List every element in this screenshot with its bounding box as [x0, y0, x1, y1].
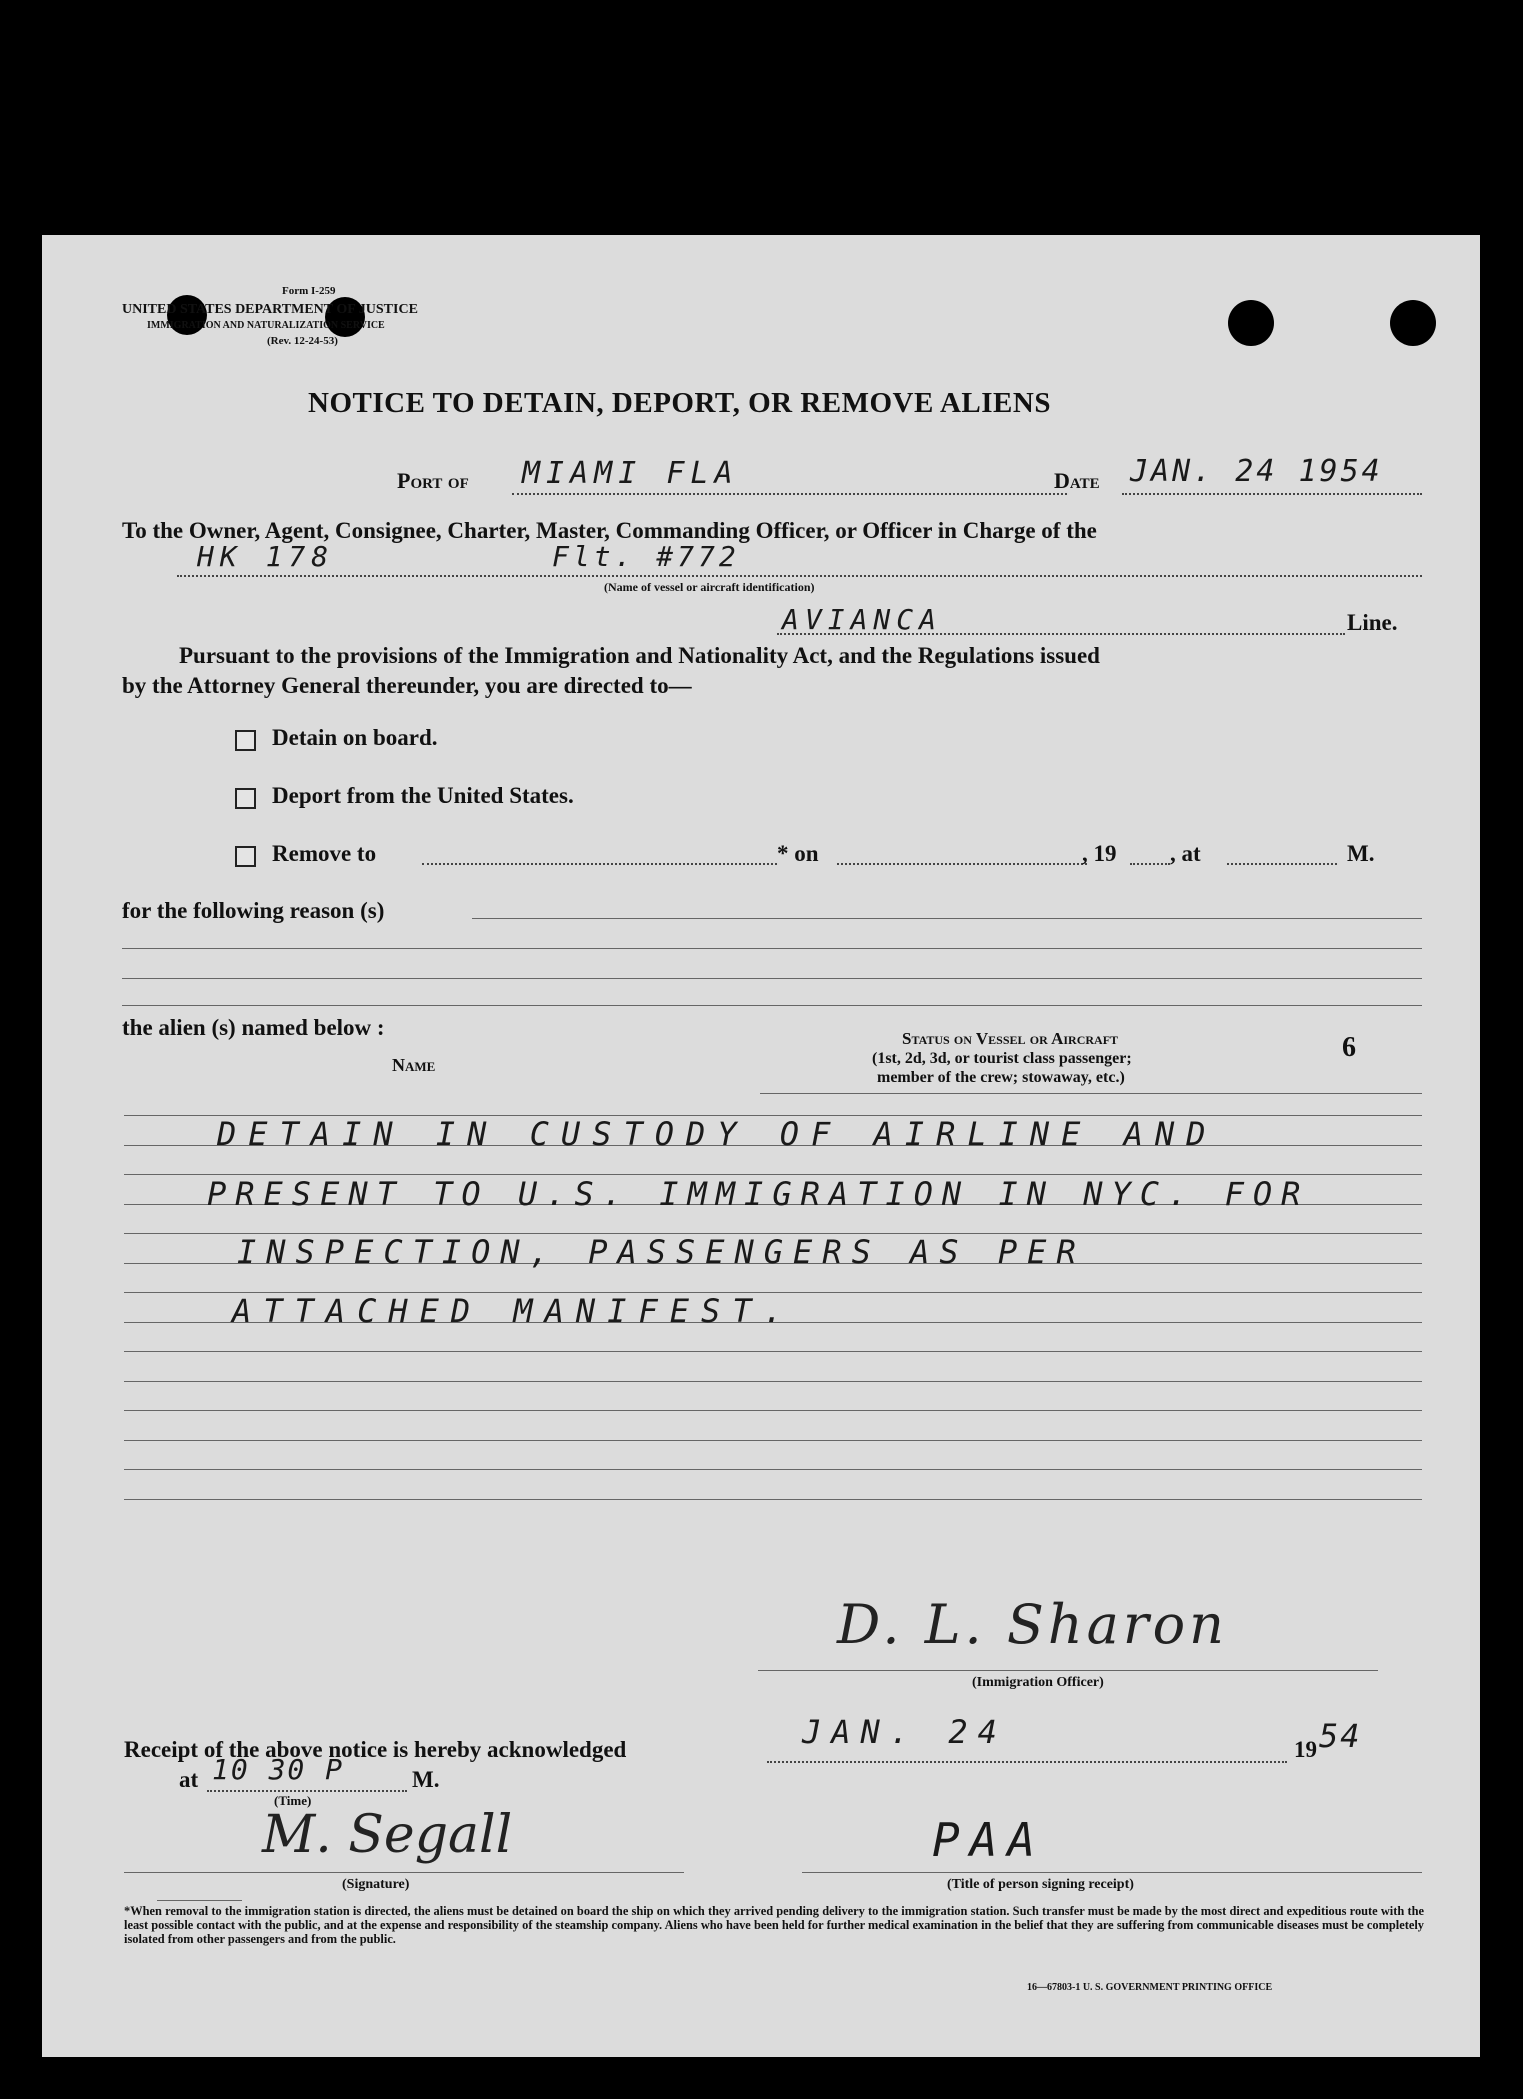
status-row-line: [760, 1410, 1422, 1411]
port-line: [512, 493, 1067, 495]
detain-checkbox[interactable]: [235, 730, 256, 751]
remove-time-line: [1227, 863, 1337, 865]
flight-value: Flt. #772: [552, 540, 740, 573]
port-label: Port of: [397, 468, 469, 493]
line-label: Line.: [1347, 610, 1398, 635]
handwritten-line-3: INSPECTION, PASSENGERS AS PER: [237, 1233, 1086, 1271]
status-row-line: [760, 1469, 1422, 1470]
name-row-line: [124, 1440, 764, 1441]
service-name: IMMIGRATION AND NATURALIZATION SERVICE: [147, 320, 385, 331]
name-row-line: [124, 1499, 764, 1500]
status-subtitle-2: member of the crew; stowaway, etc.): [877, 1069, 1125, 1086]
reasons-line-2: [122, 948, 1422, 949]
handwritten-line-1: DETAIN IN CUSTODY OF AIRLINE AND: [217, 1115, 1218, 1153]
remove-destination-line: [422, 863, 777, 865]
receipt-year-prefix: 19: [1294, 1737, 1317, 1762]
vessel-caption: (Name of vessel or aircraft identification): [604, 580, 815, 594]
line-line: [777, 633, 1345, 635]
receipt-date-value: JAN. 24: [802, 1713, 1007, 1751]
status-header-line: [760, 1093, 1422, 1094]
department-name: UNITED STATES DEPARTMENT OF JUSTICE: [122, 302, 418, 317]
date-line: [1122, 493, 1422, 495]
reasons-line-1: [472, 918, 1422, 919]
officer-signature-line: [758, 1670, 1378, 1671]
remove-on-label: * on: [777, 841, 819, 866]
receipt-year-value: 54: [1319, 1717, 1362, 1755]
receipt-at-label: at: [179, 1767, 199, 1792]
receipt-title-line: [802, 1872, 1422, 1873]
receipt-signature: M. Segall: [262, 1805, 513, 1865]
aliens-label: the alien (s) named below :: [122, 1015, 385, 1040]
remove-m-label: M.: [1347, 841, 1375, 866]
printer-imprint: 16—67803-1 U. S. GOVERNMENT PRINTING OFFICE: [1027, 1982, 1273, 1993]
reasons-line-3: [122, 978, 1422, 979]
remove-date-line: [837, 863, 1087, 865]
form-number: Form I-259: [282, 285, 336, 297]
receipt-time-value: 10 30 P: [212, 1753, 345, 1786]
receipt-date-line: [767, 1761, 1287, 1763]
date-label: Date: [1054, 468, 1100, 493]
receipt-m-label: M.: [412, 1767, 440, 1792]
remove-at-label: , at: [1170, 841, 1201, 866]
name-row-line: [124, 1351, 764, 1352]
vessel-line: [177, 575, 1422, 577]
remove-year-line: [1130, 863, 1170, 865]
line-value: AVIANCA: [782, 603, 943, 636]
name-row-line: [124, 1469, 764, 1470]
pursuant-line-1: Pursuant to the provisions of the Immigration and Nationality Act, and the Regulations issued: [179, 643, 1100, 668]
receipt-time-caption: (Time): [274, 1793, 312, 1808]
handwritten-line-2: PRESENT TO U.S. IMMIGRATION IN NYC. FOR: [207, 1175, 1310, 1213]
officer-caption: (Immigration Officer): [972, 1675, 1104, 1690]
deport-checkbox[interactable]: [235, 788, 256, 809]
name-row-line: [124, 1410, 764, 1411]
pursuant-line-2: by the Attorney General thereunder, you are directed to—: [122, 673, 692, 698]
punch-hole-left: [1228, 300, 1274, 346]
status-row-line: [760, 1499, 1422, 1500]
reasons-line-4: [122, 1005, 1422, 1006]
officer-signature: D. L. Sharon: [837, 1593, 1228, 1656]
name-column-header: Name: [392, 1055, 436, 1075]
status-subtitle-1: (1st, 2d, 3d, or tourist class passenger;: [872, 1050, 1132, 1067]
receipt-text: Receipt of the above notice is hereby acknowledged: [124, 1737, 627, 1762]
handwritten-line-4: ATTACHED MANIFEST.: [232, 1292, 795, 1330]
form-title: NOTICE TO DETAIN, DEPORT, OR REMOVE ALIENS: [308, 387, 1051, 419]
footnote-rule: [157, 1900, 242, 1901]
status-row-line: [760, 1322, 1422, 1323]
addressee-text: To the Owner, Agent, Consignee, Charter, Master, Commanding Officer, or Officer in Charge of the: [122, 518, 1097, 543]
status-row-line: [760, 1381, 1422, 1382]
reasons-label: for the following reason (s): [122, 898, 385, 923]
status-column-header: Status on Vessel or Aircraft: [902, 1029, 1119, 1048]
port-value: MIAMI FLA: [522, 456, 739, 491]
status-row-line: [760, 1351, 1422, 1352]
footnote-text: *When removal to the immigration station is directed, the aliens must be detained on board the ship on which they arrived pending delivery to the immigration station. Such transfer must be made by the most direct and expeditious route with the least possible contact with the public, and at the expense and responsibility of the steamship company. Aliens who have been held for further medical examination in the belief that they are suffering from communicable diseases must be completely isolated from other passengers and from the public.: [124, 1904, 1424, 1946]
deport-label: Deport from the United States.: [272, 783, 574, 808]
status-row-line: [760, 1440, 1422, 1441]
vessel-value: HK 178: [197, 540, 335, 573]
receipt-signature-line: [124, 1872, 684, 1873]
page-number: 6: [1342, 1032, 1356, 1063]
remove-year-label: , 19: [1082, 841, 1117, 866]
remove-checkbox[interactable]: [235, 846, 256, 867]
remove-label: Remove to: [272, 841, 377, 866]
receipt-signature-caption: (Signature): [342, 1877, 410, 1892]
status-row-line: [760, 1292, 1422, 1293]
receipt-title-caption: (Title of person signing receipt): [947, 1877, 1134, 1892]
receipt-time-line: [207, 1790, 407, 1792]
punch-hole-right: [1390, 300, 1436, 346]
detain-label: Detain on board.: [272, 725, 438, 750]
name-row-line: [124, 1381, 764, 1382]
receipt-title-value: PAA: [932, 1813, 1046, 1867]
date-value: JAN. 24 1954: [1130, 454, 1383, 489]
revision-date: (Rev. 12-24-53): [267, 335, 338, 347]
form-paper: [42, 235, 1480, 2057]
